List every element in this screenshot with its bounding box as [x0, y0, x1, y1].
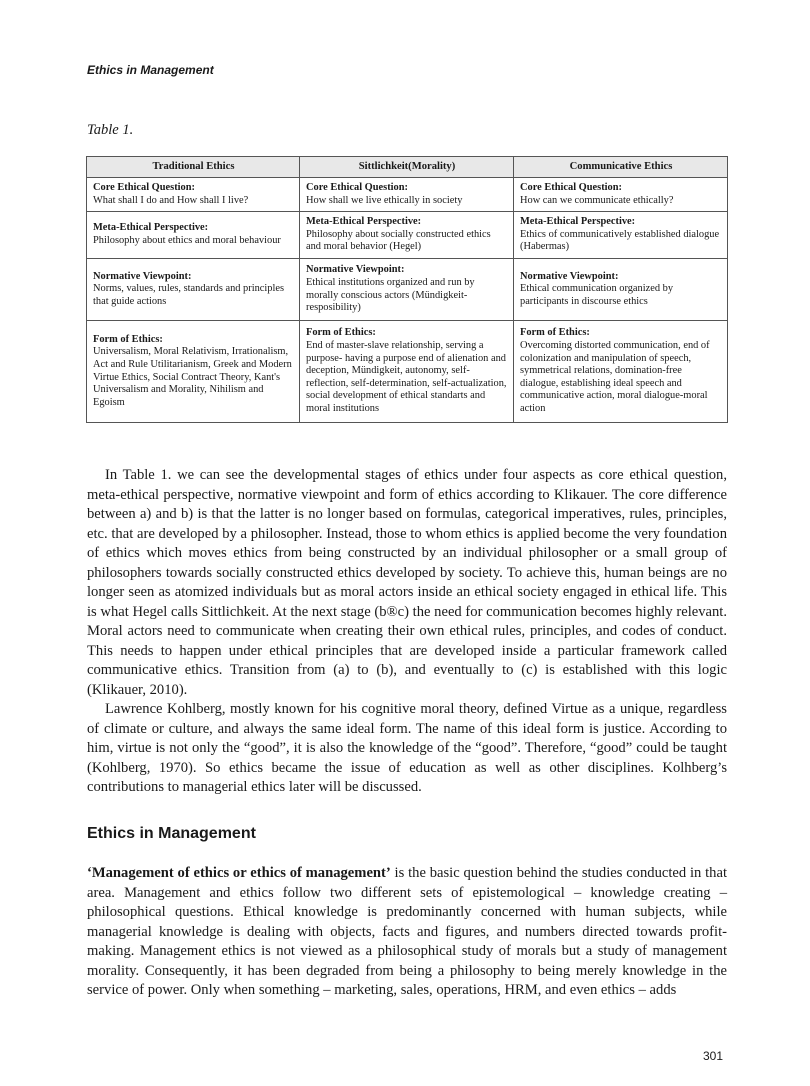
section-heading: Ethics in Management: [87, 825, 256, 842]
cell-label: Core Ethical Question:: [520, 181, 622, 193]
table-cell: [514, 321, 728, 423]
cell-label: Form of Ethics:: [306, 327, 376, 339]
cell-label: Meta-Ethical Perspective:: [520, 216, 636, 228]
cell-label: Form of Ethics:: [520, 327, 590, 339]
cell-label: Normative Viewpoint:: [93, 270, 192, 282]
cell-label: Meta-Ethical Perspective:: [93, 222, 209, 234]
paragraph-lead: ‘Management of ethics or ethics of management’: [87, 865, 391, 881]
body-text-lower: [87, 864, 727, 1001]
cell-text: Overcoming distorted communication, end of colonization and manipulation of speech, symmetrical relations, domination-free dialogue, establishing ideal speech and communicative action, moral dialogue-moral action: [520, 340, 710, 414]
table-row: [87, 178, 728, 212]
table-header-row: [87, 157, 728, 178]
table-header-cell: Communicative Ethics: [514, 157, 728, 178]
table-cell: [300, 259, 514, 321]
cell-text: Ethics of communicatively established dialogue (Habermas): [520, 228, 720, 253]
paragraph: Lawrence Kohlberg, mostly known for his cognitive moral theory, defined Virtue as a unique, regardless of climate or culture, and always the same ideal form. The name of this ideal form is justice. According to him, virtue is not only the “good”, it is also the knowledge of the “good”. Therefore, “good” could be taught (Kohlberg, 1970). So ethics became the issue of education as well as other disciplines. Kolhberg’s contributions to managerial ethics later will be discussed.: [87, 701, 727, 795]
page-number: 301: [703, 1049, 724, 1063]
table-row: [87, 212, 728, 259]
table-cell: [87, 321, 300, 423]
table-cell: [514, 212, 728, 259]
ethics-table: [86, 156, 728, 423]
running-head: Ethics in Management: [87, 63, 214, 77]
cell-text: Philosophy about ethics and moral behaviour: [93, 235, 281, 246]
table-caption: Table 1.: [87, 122, 134, 138]
cell-text: Ethical institutions organized and run by morally conscious actors (Mündigkeit-resposibility): [306, 276, 475, 314]
cell-label: Normative Viewpoint:: [306, 264, 405, 276]
body-text-upper: [87, 466, 727, 798]
cell-text: End of master-slave relationship, serving a purpose- having a purpose end of alienation and deception, Mündigkeit, autonomy, self-reflection, self-determination, self-actualization, social development of ethical standarts and moral institutions: [306, 340, 507, 414]
cell-text: How can we communicate ethically?: [520, 194, 674, 206]
cell-label: Core Ethical Question:: [93, 181, 195, 193]
table-row: [87, 321, 728, 423]
cell-label: Normative Viewpoint:: [520, 270, 619, 282]
paragraph: [87, 864, 727, 1001]
paragraph: In Table 1. we can see the developmental stages of ethics under four aspects as core ethical question, meta-ethical perspective, normative viewpoint and form of ethics according to Klikauer. The core difference between a) and b) is that the latter is no longer based on formulas, categorical imperatives, rules, principles, etc. that are developed by a philosopher. Instead, those to whom ethics is applied become the very foundation of ethics which moves ethics from being constructed by an individual philosopher or a small group of philosophers towards socially constructed ethics developed by society. To achieve this, human beings are no longer seen as atomized individuals but as moral actors inside an ethical society engaged in ethical life. This is what Hegel calls Sittlichkeit. At the next stage (b®c) the need for communication becomes highly relevant. Moral actors need to communicate when creating their own ethical rules, principles, and codes of conduct. This needs to happen under ethical principles that are developed inside a particular framework called communicative ethics. Transition from (a) to (b), and eventually to (c) is established with this logic (Klikauer, 2010).: [87, 467, 727, 698]
table-header-cell: Sittlichkeit(Morality): [300, 157, 514, 178]
table-cell: [300, 321, 514, 423]
paragraph-body: is the basic question behind the studies conducted in that area. Management and ethics follow two different sets of epistemological – knowledge creating – philosophical questions. Ethical knowledge is predominantly concerned with human subjects, while managerial knowledge is dealing with objects, facts and figures, and numbers directed towards profit-making. Management ethics is not viewed as a philosophical study of morals but a study of management morality. Consequently, it has been degraded from being a philosophy to being merely knowledge in the service of power. Only when something – marketing, sales, operations, HRM, and even ethics – adds: [87, 865, 728, 998]
table-cell: [87, 259, 300, 321]
cell-text: Philosophy about socially constructed ethics and moral behavior (Hegel): [306, 228, 491, 253]
table-cell: [300, 178, 514, 212]
table-cell: [514, 178, 728, 212]
cell-label: Meta-Ethical Perspective:: [306, 216, 422, 228]
cell-text: Universalism, Moral Relativism, Irrationalism, Act and Rule Utilitarianism, Greek and Modern Virtue Ethics, Social Contract Theory, Kant's Universalism and Morality, Nihilism and Egoism: [93, 346, 292, 408]
table-cell: [87, 212, 300, 259]
table-cell: [300, 212, 514, 259]
cell-text: Ethical communication organized by participants in discourse ethics: [520, 283, 674, 307]
cell-label: Core Ethical Question:: [306, 181, 408, 193]
table-row: [87, 259, 728, 321]
cell-text: Norms, values, rules, standards and principles that guide actions: [93, 283, 285, 307]
table-header-cell: Traditional Ethics: [87, 157, 300, 178]
table-cell: [87, 178, 300, 212]
table-cell: [514, 259, 728, 321]
cell-text: What shall I do and How shall I live?: [93, 194, 249, 206]
cell-text: How shall we live ethically in society: [306, 194, 463, 206]
cell-label: Form of Ethics:: [93, 333, 163, 345]
